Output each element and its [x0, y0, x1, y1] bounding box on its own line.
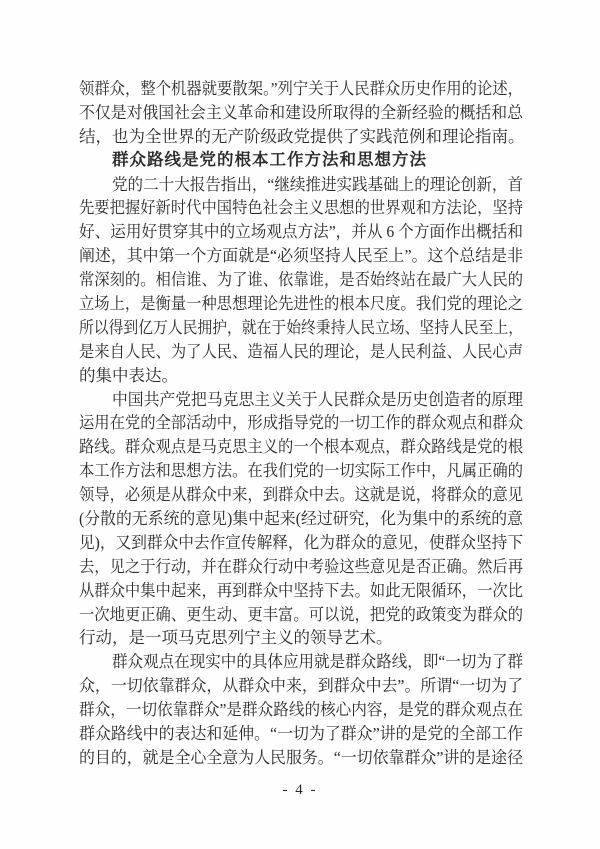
text-line-content: 党的二十大报告指出，“继续推进实践基础上的理论创新，首 [112, 174, 523, 194]
text-line-content: 行动，是一项马克思列宁主义的领导艺术。 [79, 628, 393, 648]
text-line-content: 中国共产党把马克思主义关于人民群众是历史创造者的原理 [112, 389, 523, 409]
text-line [79, 268, 523, 292]
text-line [79, 698, 523, 722]
text-line-content: (分散的无系统的意见)集中起来(经过研究，化为集中的系统的意 [79, 509, 523, 529]
text-line-content: 去，见之于行动，并在群众行动中考验这些意见是否正确。然后再 [79, 556, 523, 576]
text-line [79, 674, 523, 698]
text-line [79, 77, 523, 101]
text-line-content: 见)，又到群众中去作宣传解释，化为群众的意见，使群众坚持下 [79, 532, 523, 552]
text-line-content: 所以得到亿万人民拥护，就在于始终秉持人民立场、坚持人民至上， [79, 317, 523, 337]
text-line [79, 173, 523, 197]
text-line [79, 411, 523, 435]
text-line [79, 650, 523, 674]
text-block [79, 77, 523, 770]
text-line-content: 常深刻的。相信谁、为了谁、依靠谁，是否始终站在最广大人民的 [79, 270, 523, 290]
text-line [79, 555, 523, 579]
text-line-content: 不仅是对俄国社会主义革命和建设所取得的全新经验的概括和总 [79, 102, 523, 122]
text-line-content: 群众路线中的表达和延伸。“一切为了群众”讲的是党的全部工作 [79, 724, 523, 744]
text-line [79, 316, 523, 340]
page-number: - 4 - [282, 782, 318, 798]
text-line-content: 运用在党的全部活动中，形成指导党的一切工作的群众观点和群众 [79, 413, 523, 433]
text-line [79, 626, 523, 650]
text-line [79, 579, 523, 603]
text-line-content: 结，也为全世界的无产阶级政党提供了实践范例和理论指南。 [79, 126, 525, 146]
text-line-content: 领导，必须是从群众中来，到群众中去。这就是说，将群众的意见 [79, 485, 523, 505]
text-line-content: 群众，一切依靠群众”是群众路线的核心内容，是党的群众观点在 [79, 700, 523, 720]
text-line-content: 的集中表达。 [79, 365, 178, 385]
text-line [79, 220, 523, 244]
text-line [79, 459, 523, 483]
text-line-content: 群众路线是党的根本工作方法和思想方法 [112, 150, 427, 169]
text-line [79, 244, 523, 268]
text-line [79, 292, 523, 316]
section-heading [79, 149, 523, 173]
text-line-content: 立场上，是衡量一种思想理论先进性的根本尺度。我们党的理论之 [79, 294, 523, 314]
text-line [79, 388, 523, 412]
text-line [79, 722, 523, 746]
text-line [79, 603, 523, 627]
text-line-content: 一次地更正确、更生动、更丰富。可以说，把党的政策变为群众的 [79, 604, 523, 624]
text-line-content: 众，一切依靠群众，从群众中来，到群众中去”。所谓“一切为了 [79, 676, 523, 696]
text-line [79, 483, 523, 507]
text-line [79, 435, 523, 459]
text-line-content: 阐述，其中第一个方面就是“必须坚持人民至上”。这个总结是非 [79, 246, 523, 266]
text-line-content: 是来自人民、为了人民、造福人民的理论，是人民利益、人民心声 [79, 341, 523, 361]
text-line-content: 路线。群众观点是马克思主义的一个根本观点，群众路线是党的根 [79, 437, 523, 457]
text-line-content: 先要把握好新时代中国特色社会主义思想的世界观和方法论，坚持 [79, 198, 523, 218]
text-line [79, 196, 523, 220]
text-line-content: 群众观点在现实中的具体应用就是群众路线，即“一切为了群 [112, 652, 523, 672]
text-line [79, 746, 523, 770]
text-line [79, 507, 523, 531]
text-line-content: 好、运用好贯穿其中的立场观点方法”，并从 6 个方面作出概括和 [79, 222, 523, 242]
text-line [79, 340, 523, 364]
text-line [79, 531, 523, 555]
text-line-content: 领群众，整个机器就要散架。”列宁关于人民群众历史作用的论述， [79, 79, 523, 98]
text-line-content: 本工作方法和思想方法。在我们党的一切实际工作中，凡属正确的 [79, 461, 523, 481]
text-line [79, 101, 523, 125]
text-line [79, 364, 523, 388]
text-line-content: 的目的，就是全心全意为人民服务。“一切依靠群众”讲的是途径 [79, 747, 523, 767]
text-line-content: 从群众中集中起来，再到群众中坚持下去。如此无限循环，一次比 [79, 580, 523, 600]
text-line [79, 125, 523, 149]
